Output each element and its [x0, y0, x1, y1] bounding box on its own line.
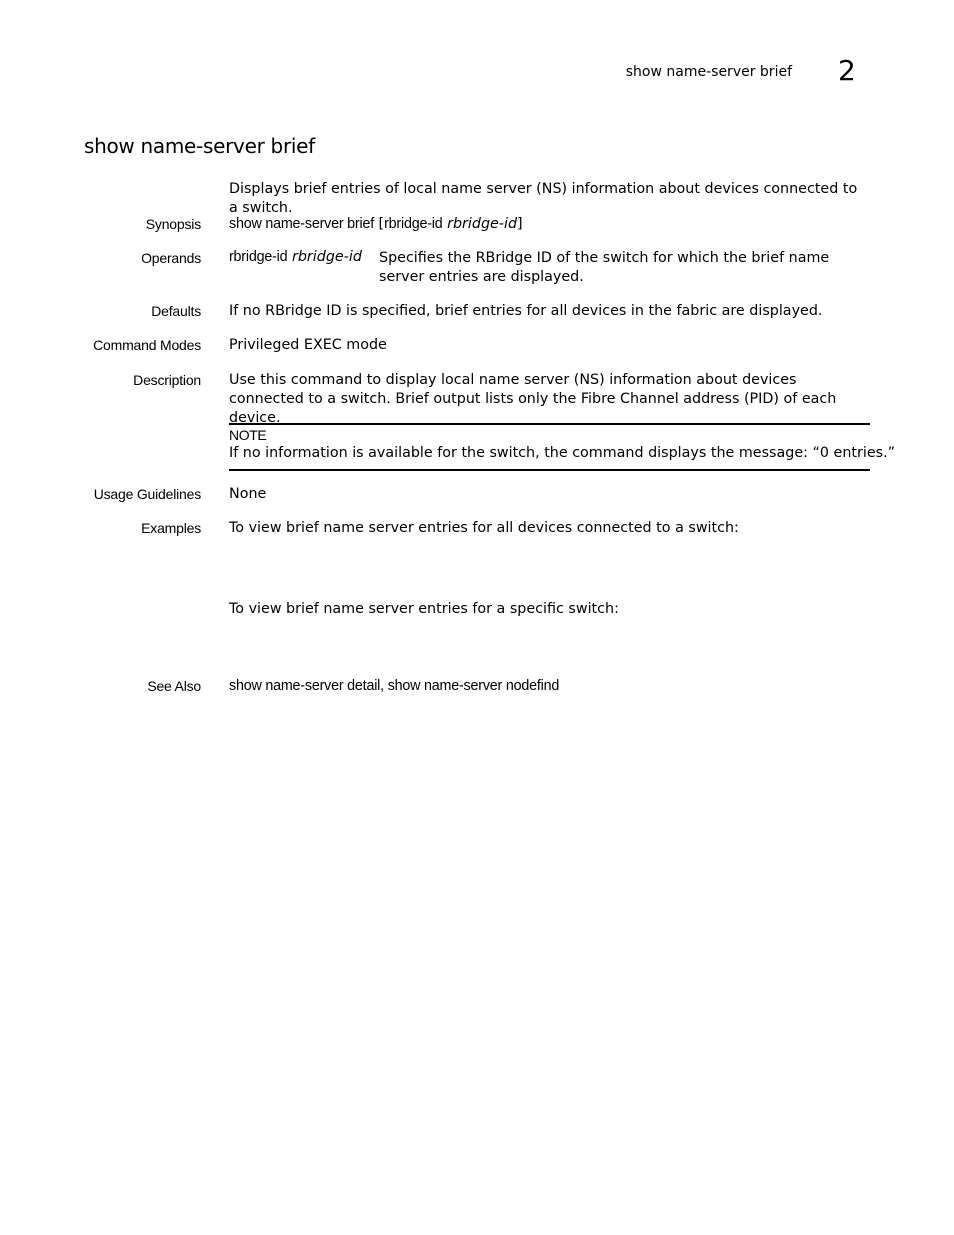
usage-guidelines-text: None	[229, 486, 267, 502]
command-modes-label: Command Modes	[93, 337, 201, 353]
synopsis-command: show name-server brief	[229, 216, 374, 232]
example-1-text: To view brief name server entries for all devices connected to a switch:	[229, 520, 739, 536]
synopsis-open-bracket: [	[378, 216, 385, 232]
usage-guidelines-label: Usage Guidelines	[93, 486, 201, 502]
description-text: Use this command to display local name server (NS) information about devices connected to a switch. Brief output lists only the Fibre Channel address (PID) of each device.	[229, 372, 837, 426]
examples-label: Examples	[141, 520, 201, 536]
operand-keyword: rbridge-id	[229, 249, 288, 265]
note-text: If no information is available for the switch, the command displays the message: “0 entries.”	[229, 445, 896, 461]
see-also-label: See Also	[147, 678, 201, 694]
operands-label: Operands	[141, 250, 201, 266]
description-label: Description	[133, 372, 201, 388]
note-label: NOTE	[229, 427, 267, 443]
running-header-title: show name-server brief	[625, 64, 792, 80]
synopsis-label: Synopsis	[145, 216, 201, 232]
synopsis-argument: rbridge-id	[447, 216, 518, 232]
page-title: show name-server brief	[84, 134, 315, 158]
synopsis-close-bracket: ]	[517, 216, 523, 232]
operand-argument: rbridge-id	[291, 249, 362, 265]
operand-term	[229, 249, 362, 265]
chapter-number: 2	[838, 54, 856, 87]
see-also-links[interactable]: show name-server detail, show name-server nodefind	[229, 678, 560, 694]
operand-description: Specifies the RBridge ID of the switch for which the brief name server entries are displayed.	[379, 250, 830, 285]
defaults-label: Defaults	[151, 303, 201, 319]
intro-text: Displays brief entries of local name server (NS) information about devices connected to a switch.	[229, 181, 858, 216]
example-2-text: To view brief name server entries for a specific switch:	[229, 601, 619, 617]
command-modes-text: Privileged EXEC mode	[229, 337, 387, 353]
synopsis-text	[229, 215, 869, 234]
note-box	[229, 423, 896, 471]
synopsis-keyword: rbridge-id	[384, 216, 443, 232]
defaults-text: If no RBridge ID is specified, brief entries for all devices in the fabric are displayed.	[229, 303, 823, 319]
